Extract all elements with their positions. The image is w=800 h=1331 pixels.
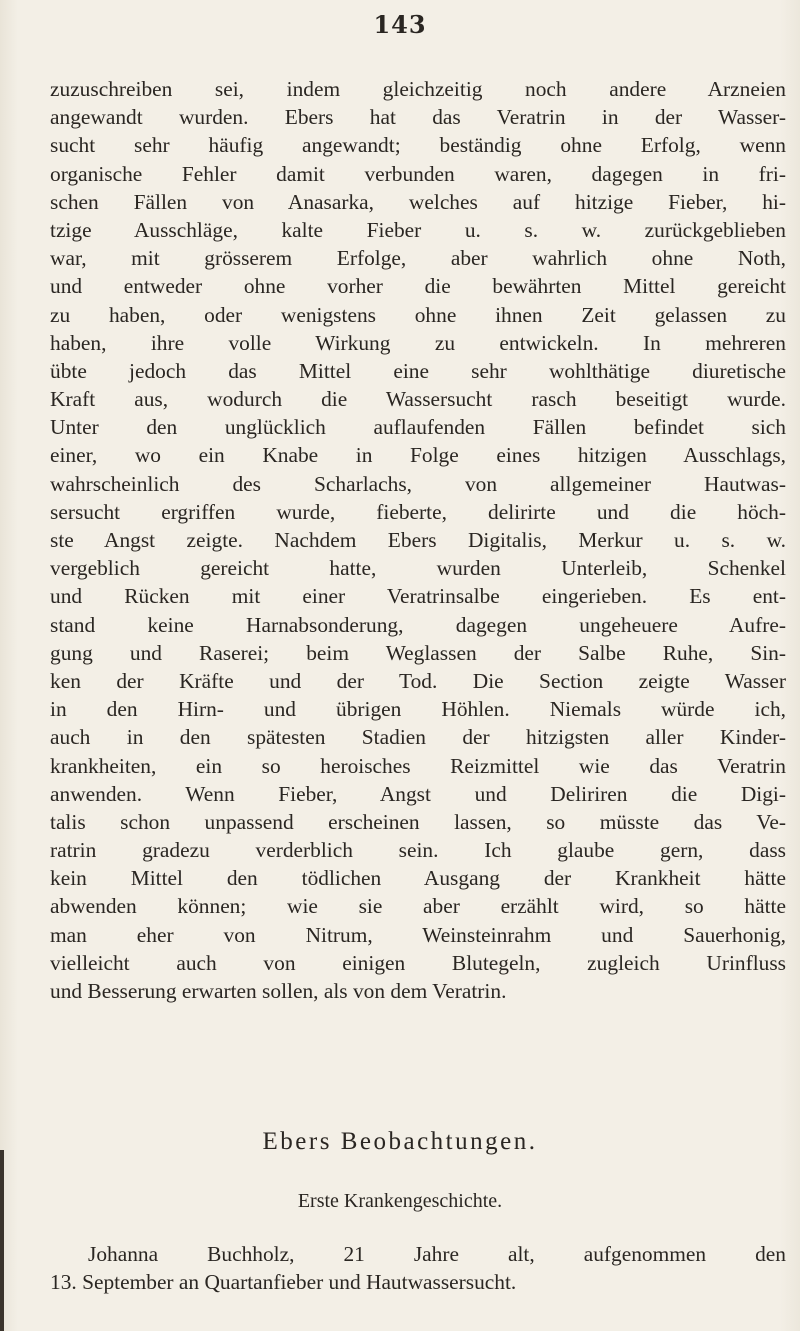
text-line: zuzuschreiben sei, indem gleichzeitig noch andere Arzneien <box>50 77 786 101</box>
text-line: übte jedoch das Mittel eine sehr wohlthätige diuretische <box>50 358 786 383</box>
text-line: haben, ihre volle Wirkung zu entwickeln. In mehreren <box>50 330 786 355</box>
body-text <box>50 75 786 1005</box>
text-line: krankheiten, ein so heroisches Reizmittel wie das Veratrin <box>50 753 786 778</box>
section-heading: Ebers Beobachtungen. <box>262 1128 538 1155</box>
section-subheading: Erste Krankengeschichte. <box>297 1190 503 1212</box>
text-line: und entweder ohne vorher die bewährten Mittel gereicht <box>50 274 786 299</box>
text-line: vielleicht auch von einigen Blutegeln, zugleich Urinfluss <box>50 950 786 975</box>
text-line: ken der Kräfte und der Tod. Die Section zeigte Wasser <box>50 668 786 693</box>
text-line: kein Mittel den tödlichen Ausgang der Krankheit hätte <box>50 866 786 891</box>
text-line: abwenden können; wie sie aber erzählt wird, so hätte <box>50 894 786 919</box>
text-line: talis schon unpassend erscheinen lassen, so müsste das Ve- <box>50 809 786 834</box>
text-line: angewandt wurden. Ebers hat das Veratrin in der Wasser- <box>50 105 786 130</box>
text-line: sucht sehr häufig angewandt; beständig ohne Erfolg, wenn <box>50 133 786 158</box>
text-line: einer, wo ein Knabe in Folge eines hitzigen Ausschlags, <box>50 443 786 468</box>
text-line: ratrin gradezu verderblich sein. Ich glaube gern, dass <box>50 838 786 863</box>
page-edge-shadow <box>0 1150 4 1331</box>
text-line: ste Angst zeigte. Nachdem Ebers Digitalis, Merkur u. s. w. <box>50 528 786 552</box>
text-line: und Rücken mit einer Veratrinsalbe eingerieben. Es ent- <box>50 584 786 609</box>
text-line: man eher von Nitrum, Weinsteinrahm und Sauerhonig, <box>50 922 786 947</box>
text-line: gung und Raserei; beim Weglassen der Salbe Ruhe, Sin- <box>50 640 786 665</box>
text-line: Unter den unglücklich auflaufenden Fällen befindet sich <box>50 415 786 440</box>
text-line-last: 13. September an Quartanfieber und Hautwassersucht. <box>50 1270 517 1295</box>
text-line: stand keine Harnabsonderung, dagegen ungeheuere Aufre- <box>50 612 786 637</box>
text-line: organische Fehler damit verbunden waren, dagegen in fri- <box>50 161 786 186</box>
text-line: schen Fällen von Anasarka, welches auf hitzige Fieber, hi- <box>50 189 786 214</box>
case-intro <box>50 1240 786 1296</box>
page-number: 143 <box>373 10 427 39</box>
text-line: Johanna Buchholz, 21 Jahre alt, aufgenommen den <box>88 1242 786 1266</box>
text-line: tzige Ausschläge, kalte Fieber u. s. w. zurückgeblieben <box>50 217 786 242</box>
text-line: sersucht ergriffen wurde, fieberte, delirirte und die höch- <box>50 499 786 524</box>
text-line: Kraft aus, wodurch die Wassersucht rasch beseitigt wurde. <box>50 387 786 412</box>
text-line-last: und Besserung erwarten sollen, als von dem Veratrin. <box>50 979 507 1003</box>
text-line: auch in den spätesten Stadien der hitzigsten aller Kinder- <box>50 725 786 750</box>
text-line: vergeblich gereicht hatte, wurden Unterleib, Schenkel <box>50 556 786 581</box>
text-line: wahrscheinlich des Scharlachs, von allgemeiner Hautwas- <box>50 471 786 496</box>
text-line: war, mit grösserem Erfolge, aber wahrlich ohne Noth, <box>50 246 786 271</box>
text-line: in den Hirn- und übrigen Höhlen. Niemals würde ich, <box>50 697 786 722</box>
text-line: zu haben, oder wenigstens ohne ihnen Zeit gelassen zu <box>50 302 786 327</box>
text-line: anwenden. Wenn Fieber, Angst und Deliriren die Digi- <box>50 781 786 806</box>
